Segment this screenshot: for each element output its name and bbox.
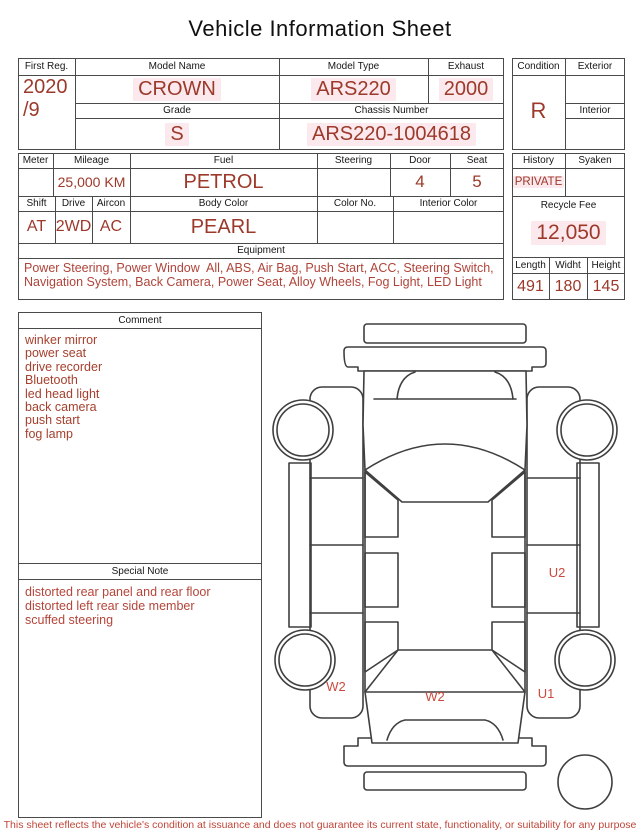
disclaimer-text: This sheet reflects the vehicle's condition at issuance and does not guarantee its current state, functionality, or suitability for any purpose <box>3 819 637 831</box>
interior-label: Interior <box>579 105 611 116</box>
equipment-label: Equipment <box>237 245 285 256</box>
seat-value: 5 <box>472 172 482 191</box>
damage-label-w2-left: W2 <box>326 679 346 694</box>
rear-plate-strip <box>364 772 526 790</box>
comment-label: Comment <box>118 314 162 326</box>
syaken-value <box>565 169 625 195</box>
grade-text: S <box>165 123 188 146</box>
list-item: drive recorder <box>25 359 103 374</box>
mileage-label: Mileage <box>73 155 110 166</box>
list-item: fog lamp <box>25 426 73 441</box>
shift-value: AT <box>26 218 47 235</box>
list-item: back camera <box>25 400 97 415</box>
comment-list <box>25 334 257 441</box>
front-bumper-shape <box>344 347 546 371</box>
wheel-front-left <box>273 400 333 460</box>
model-type-label: Model Type <box>327 61 380 72</box>
list-item: distorted left rear side member <box>25 599 195 614</box>
exhaust-label: Exhaust <box>447 61 485 72</box>
history-value <box>512 169 565 195</box>
aircon-value: AC <box>99 218 123 235</box>
first-reg-value <box>20 76 74 128</box>
height-value: 145 <box>592 277 620 295</box>
fuel-value: PETROL <box>183 170 264 193</box>
model-type-text: ARS220 <box>311 78 396 101</box>
condition-label: Condition <box>517 61 560 72</box>
interior-color-value <box>393 212 504 242</box>
list-item: distorted rear panel and rear floor <box>25 585 211 599</box>
meter-value <box>18 169 53 195</box>
page-title: Vehicle Information Sheet <box>188 16 452 41</box>
special-note-label: Special Note <box>111 565 169 577</box>
wheel-front-right <box>557 400 617 460</box>
list-item: winker mirror <box>25 333 98 347</box>
equipment-value: Power Steering, Power Window All, ABS, Air Bag, Push Start, ACC, Steering Switch, Navigation System, Back Camera, Power Seat, Alloy Wheels, Fog Light, LED Light <box>24 261 498 289</box>
list-item: Bluetooth <box>25 373 78 388</box>
grade-label: Grade <box>163 105 191 116</box>
aircon-label: Aircon <box>96 198 126 209</box>
damage-label-u1: U1 <box>537 686 555 701</box>
exterior-value <box>565 77 625 102</box>
condition-value: R <box>530 98 547 123</box>
model-name-text: CROWN <box>133 78 221 101</box>
steering-label: Steering <box>334 155 373 166</box>
chassis-number-value <box>279 120 504 148</box>
first-reg-year: 2020 <box>23 76 68 98</box>
chassis-number-label: Chassis Number <box>354 105 429 116</box>
chassis-number-text: ARS220-1004618 <box>307 123 476 146</box>
interior-value <box>565 120 625 148</box>
drive-label: Drive <box>61 198 86 209</box>
recycle-fee-value <box>512 212 625 254</box>
recycle-fee-label: Recycle Fee <box>540 199 597 211</box>
damage-label-u2: U2 <box>548 565 566 580</box>
length-value: 491 <box>517 277 544 295</box>
list-item: power seat <box>25 346 87 361</box>
special-note-list <box>25 585 257 628</box>
car-damage-diagram <box>270 310 640 818</box>
shift-label: Shift <box>26 198 47 209</box>
exhaust-value <box>428 77 504 102</box>
body-color-label: Body Color <box>198 198 249 209</box>
front-plate-strip <box>364 324 526 343</box>
color-no-value <box>317 212 393 242</box>
history-text: PRIVATE <box>514 176 563 188</box>
model-type-value <box>279 77 428 102</box>
spare-tire <box>558 755 612 809</box>
grade-value <box>75 120 279 148</box>
height-label: Height <box>591 259 621 271</box>
list-item: scuffed steering <box>25 613 114 628</box>
damage-label-w2-center: W2 <box>425 689 445 704</box>
exterior-label: Exterior <box>577 61 613 72</box>
syaken-label: Syaken <box>578 155 612 166</box>
first-reg-label: First Reg. <box>24 61 69 72</box>
model-name-label: Model Name <box>148 61 206 72</box>
mileage-value: 25,000 KM <box>57 174 126 190</box>
model-name-value <box>75 77 279 102</box>
steering-value <box>317 169 390 195</box>
fuel-label: Fuel <box>213 155 234 166</box>
drive-value: 2WD <box>55 218 92 235</box>
color-no-label: Color No. <box>333 198 377 209</box>
recycle-fee-text: 12,050 <box>531 221 605 245</box>
list-item: led head light <box>25 386 100 401</box>
meter-label: Meter <box>22 155 49 166</box>
width-value: 180 <box>554 277 582 295</box>
car-body-outline <box>363 371 527 743</box>
door-value: 4 <box>415 172 425 191</box>
seat-label: Seat <box>466 155 488 166</box>
history-label: History <box>522 155 555 166</box>
right-panel-dividers <box>527 478 580 613</box>
left-panel-dividers <box>310 478 363 613</box>
first-reg-month: /9 <box>23 99 40 121</box>
exhaust-text: 2000 <box>439 78 494 101</box>
list-item: push start <box>25 413 80 428</box>
width-label: Widht <box>555 259 581 271</box>
length-label: Length <box>515 259 546 271</box>
wheel-rear-right <box>555 630 615 690</box>
door-label: Door <box>409 155 431 166</box>
left-sill-strip <box>289 463 311 627</box>
interior-color-label: Interior Color <box>419 198 478 209</box>
body-color-value: PEARL <box>190 215 257 238</box>
